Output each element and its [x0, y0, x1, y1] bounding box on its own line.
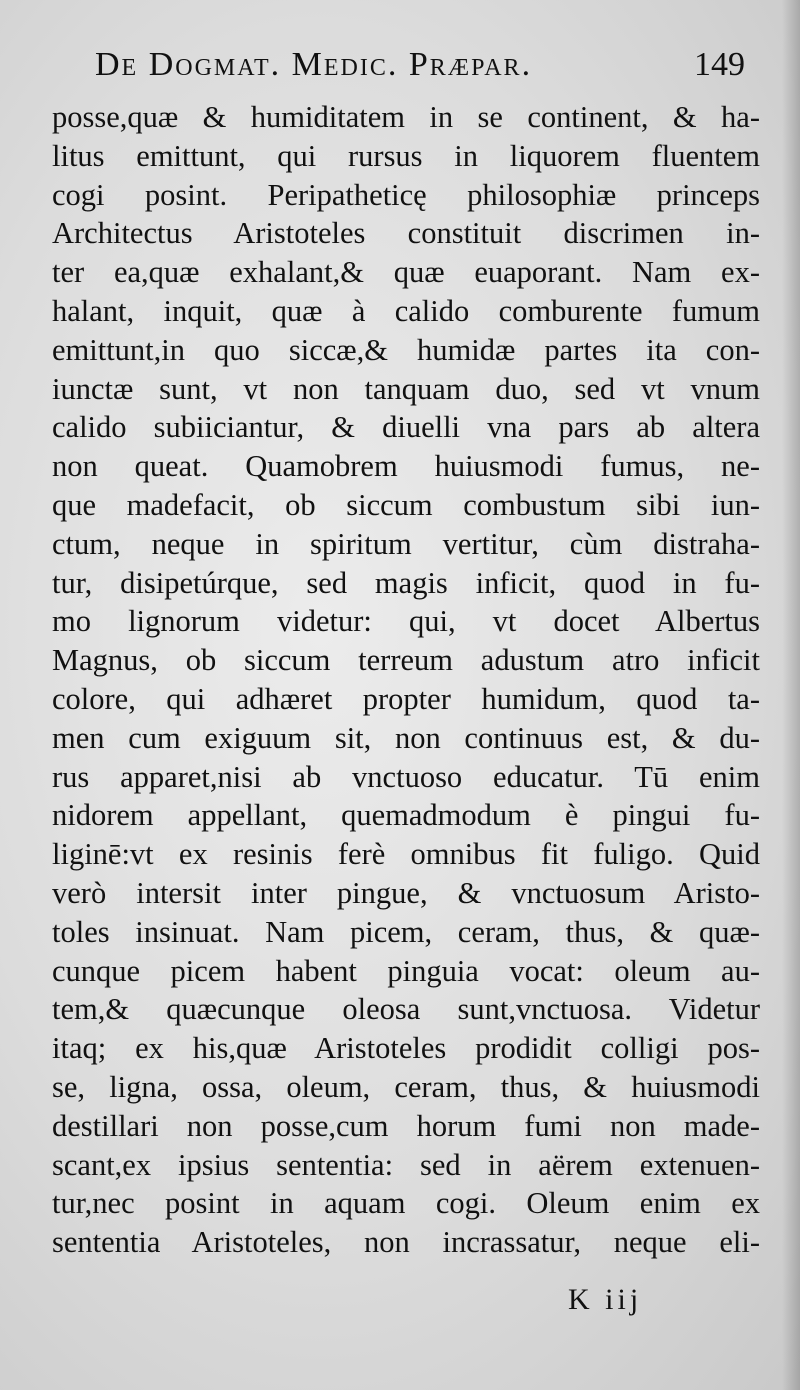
text-line: halant, inquit, quæ à calido comburente fumum — [52, 293, 760, 328]
text-line: ctum, neque in spiritum vertitur, cùm distraha- — [52, 526, 760, 561]
text-line: men cum exiguum sit, non continuus est, & du- — [52, 720, 760, 755]
text-line: litus emittunt, qui rursus in liquorem fluentem — [52, 138, 760, 173]
text-line: itaq; ex his,quæ Aristoteles prodidit colligi pos- — [52, 1031, 760, 1066]
text-line: cunque picem habent pinguia vocat: oleum au- — [52, 953, 760, 988]
text-line: scant,ex ipsius sententia: sed in aërem extenuen- — [52, 1147, 760, 1182]
text-line: rus apparet,nisi ab vnctuoso educatur. Tū enim — [52, 759, 760, 794]
text-line: tem,& quæcunque oleosa sunt,vnctuosa. Videtur — [52, 992, 760, 1027]
text-line: Magnus, ob siccum terreum adustum atro inficit — [52, 643, 760, 678]
text-line: tur, disipetúrque, sed magis inficit, quod in fu- — [52, 565, 760, 600]
text-line: iunctæ sunt, vt non tanquam duo, sed vt vnum — [52, 371, 760, 406]
text-line: colore, qui adhæret propter humidum, quod ta- — [52, 681, 760, 716]
text-line: tur,nec posint in aquam cogi. Oleum enim ex — [52, 1186, 760, 1221]
body-text — [52, 98, 760, 1262]
running-head — [95, 46, 745, 86]
text-line: toles insinuat. Nam picem, ceram, thus, & quæ- — [52, 914, 760, 949]
running-head-title: De Dogmat. Medic. Præpar. — [95, 46, 533, 83]
text-line: Architectus Aristoteles constituit discrimen in- — [52, 216, 760, 251]
text-line: ter ea,quæ exhalant,& quæ euaporant. Nam ex- — [52, 255, 760, 290]
text-line: nidorem appellant, quemadmodum è pingui fu- — [52, 798, 760, 833]
page-number: 149 — [694, 46, 745, 83]
text-line: cogi posint. Peripatheticę philosophiæ princeps — [52, 177, 760, 212]
text-line: liginē:vt ex resinis ferè omnibus fit fuligo. Quid — [52, 837, 760, 872]
text-line: emittunt,in quo siccæ,& humidæ partes ita con- — [52, 332, 760, 367]
text-line: mo lignorum videtur: qui, vt docet Albertus — [52, 604, 760, 639]
page-edge-shadow — [782, 0, 800, 1390]
text-line: se, ligna, ossa, oleum, ceram, thus, & huiusmodi — [52, 1069, 760, 1104]
text-line: calido subiiciantur, & diuelli vna pars ab altera — [52, 410, 760, 445]
text-line: non queat. Quamobrem huiusmodi fumus, ne- — [52, 449, 760, 484]
text-line: que madefacit, ob siccum combustum sibi iun- — [52, 487, 760, 522]
text-line: destillari non posse,cum horum fumi non made- — [52, 1108, 760, 1143]
text-line: verò intersit inter pingue, & vnctuosum Aristo- — [52, 875, 760, 910]
signature-mark: K iij — [568, 1283, 643, 1316]
text-line: sententia Aristoteles, non incrassatur, neque eli- — [52, 1225, 760, 1260]
text-line: posse,quæ & humiditatem in se continent, & ha- — [52, 100, 760, 134]
